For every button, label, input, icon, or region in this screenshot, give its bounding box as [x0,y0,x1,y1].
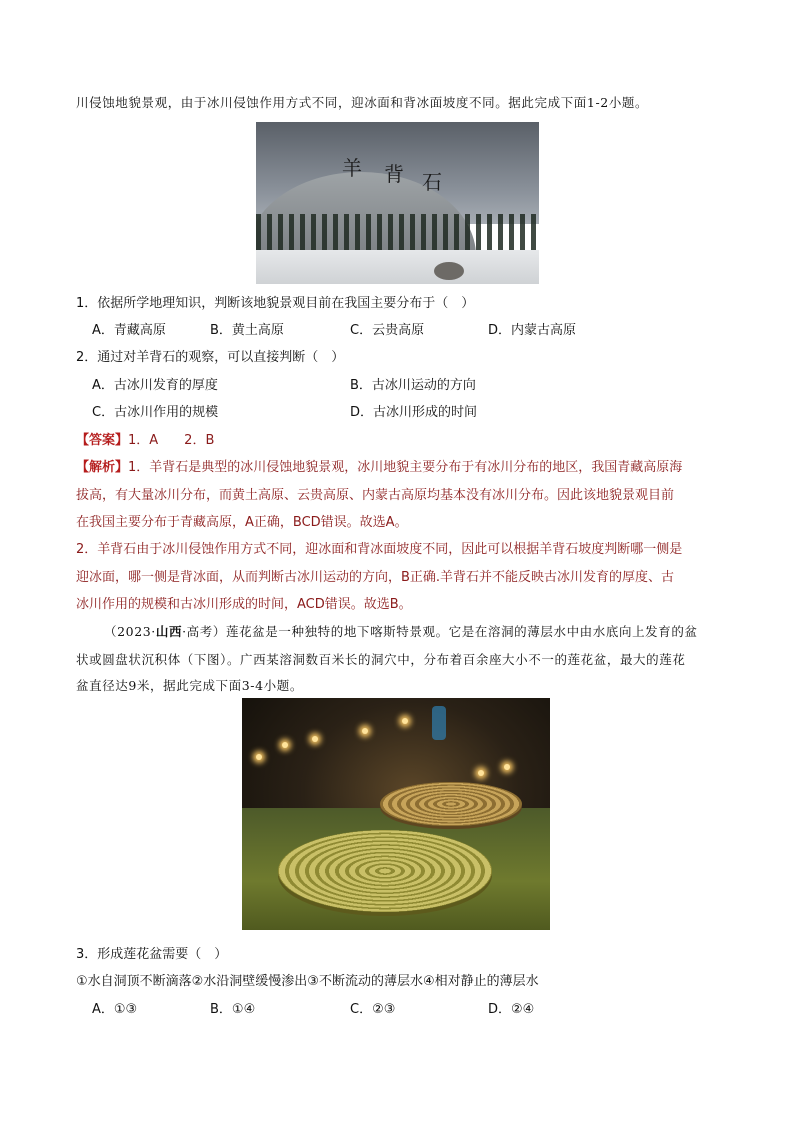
photo-caption-char-3: 石 [422,170,442,194]
analysis-line-4: 2．羊背石由于冰川侵蚀作用方式不同，迎冰面和背冰面坡度不同，因此可以根据羊背石坡度判断哪一侧是 [76,542,683,557]
question-1-stem: 1．依据所学地理知识，判断该地貌景观目前在我国主要分布于（ ） [76,296,475,311]
analysis-line-3: 在我国主要分布于青藏高原，A正确，BCD错误。故选A。 [76,515,408,530]
question-3-conditions: ①水自洞顶不断滴落②水沿洞壁缓慢渗出③不断流动的薄层水④相对静止的薄层水 [76,974,539,989]
source-region: 山西 [155,624,183,639]
question-3-stem: 3．形成莲花盆需要（ ） [76,947,228,962]
answer-label: 【答案】 [76,433,129,448]
question-2-stem: 2．通过对羊背石的观察，可以直接判断（ ） [76,350,345,365]
answer-text: 1．A 2．B [128,433,215,448]
q1-option-d: D．内蒙古高原 [488,323,577,338]
analysis-label: 【解析】 [76,460,129,475]
intro-text-line: 川侵蚀地貌景观，由于冰川侵蚀作用方式不同，迎冰面和背冰面坡度不同。据此完成下面1-2小题。 [76,95,649,110]
q2-option-b: B．古冰川运动的方向 [350,378,476,393]
q3-option-d: D．②④ [488,1002,535,1017]
intro2-line-1: （2023·山西·高考）莲花盆是一种独特的地下喀斯特景观。它是在溶洞的薄层水中由水底向上发育的盆 [104,624,698,639]
q2-option-d: D．古冰川形成的时间 [350,405,478,420]
q3-option-b: B．①④ [210,1002,256,1017]
lotus-basin-cave-photo [242,698,550,930]
photo-caption-char-1: 羊 [342,156,362,180]
analysis-line-6: 冰川作用的规模和古冰川形成的时间，ACD错误。故选B。 [76,597,412,612]
analysis-line-2: 拔高，有大量冰川分布，而黄土高原、云贵高原、内蒙古高原均基本没有冰川分布。因此该地貌景观目前 [76,488,675,503]
analysis-line-5: 迎冰面，哪一侧是背冰面，从而判断古冰川运动的方向，B正确.羊背石并不能反映古冰川发育的厚度、古 [76,570,675,585]
q1-option-a: A．青藏高原 [92,323,166,338]
intro2-line-3: 盆直径达9米，据此完成下面3-4小题。 [76,678,303,693]
q1-option-c: C．云贵高原 [350,323,425,338]
roche-moutonnee-photo [256,122,539,284]
intro2-line-2: 状或圆盘状沉积体（下图）。广西某溶洞数百米长的洞穴中，分布着百余座大小不一的莲花盆，最大的莲花 [76,652,686,667]
analysis-line-1: 【解析】1．羊背石是典型的冰川侵蚀地貌景观，冰川地貌主要分布于有冰川分布的地区，我国青藏高原海 [76,460,683,475]
q3-option-a: A．①③ [92,1002,138,1017]
q2-option-c: C．古冰川作用的规模 [92,405,219,420]
photo-caption-char-2: 背 [384,162,404,186]
answer-line [76,429,214,448]
q3-option-c: C．②③ [350,1002,396,1017]
q2-option-a: A．古冰川发育的厚度 [92,378,218,393]
q1-option-b: B．黄土高原 [210,323,284,338]
